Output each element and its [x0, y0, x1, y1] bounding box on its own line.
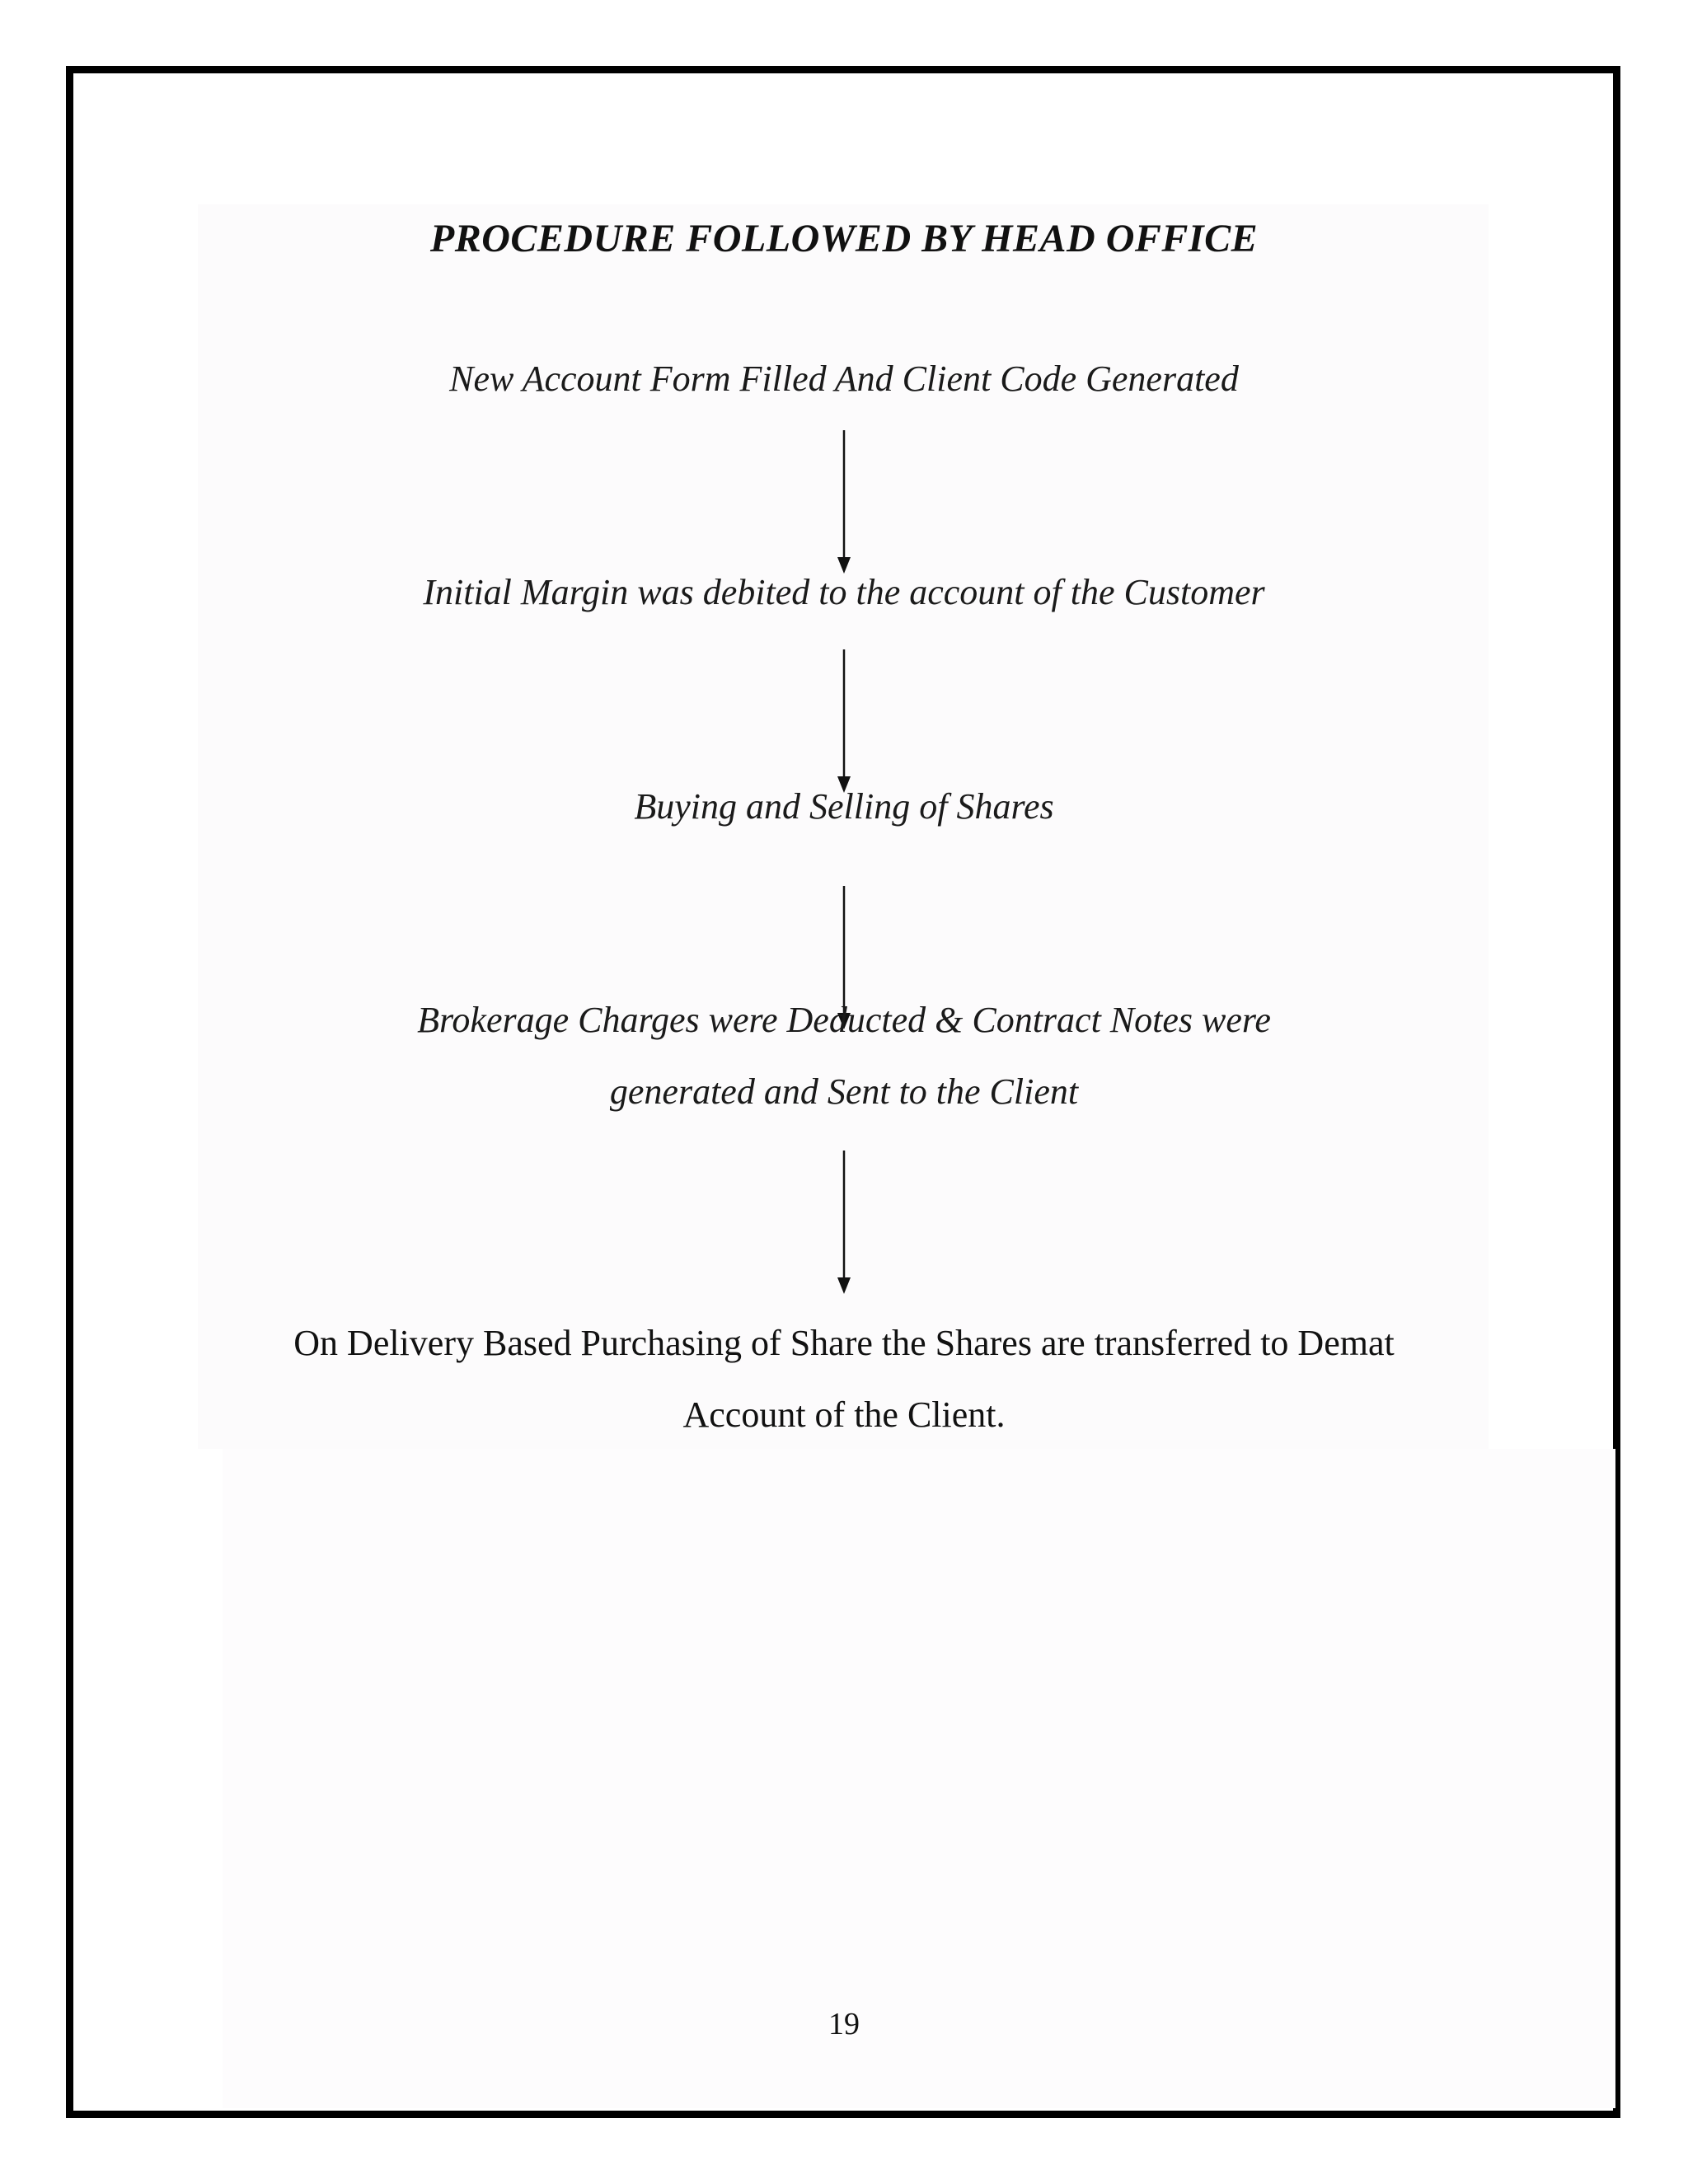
flow-step-buying-selling: Buying and Selling of Shares [634, 786, 1054, 827]
arrow-down-icon [836, 649, 852, 794]
flow-step-initial-margin: Initial Margin was debited to the account of the Customer [423, 572, 1265, 612]
flow-step-new-account: New Account Form Filled And Client Code Generated [449, 359, 1239, 399]
flow-step-brokerage-line-1: Brokerage Charges were Deducted & Contract Notes were [417, 1000, 1271, 1040]
arrow-down-icon [836, 430, 852, 575]
page-title: PROCEDURE FOLLOWED BY HEAD OFFICE [429, 217, 1259, 260]
flow-step-delivery-line-1: On Delivery Based Purchasing of Share the Shares are transferred to Demat [293, 1323, 1395, 1363]
flow-step-brokerage-line-2: generated and Sent to the Client [609, 1071, 1079, 1112]
arrow-down-icon [836, 1151, 852, 1296]
flow-step-delivery-line-2: Account of the Client. [682, 1394, 1006, 1435]
page-number: 19 [828, 2007, 860, 2041]
